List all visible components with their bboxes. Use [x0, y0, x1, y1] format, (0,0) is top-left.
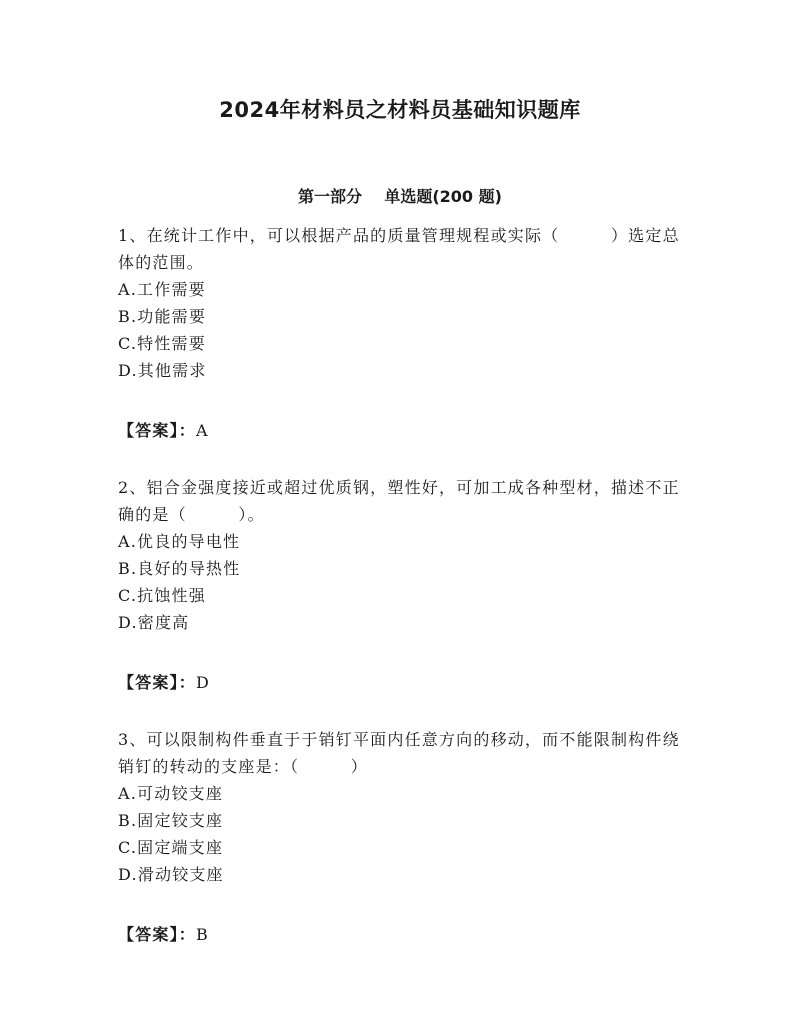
option-d: D.密度高: [118, 613, 190, 632]
answer-line: [118, 669, 688, 696]
answer-label: 【答案】：: [118, 673, 197, 692]
section-title: 第一部分 单选题(200 题): [298, 187, 502, 206]
answer-value: D: [196, 673, 211, 692]
option-b: B.良好的导热性: [118, 559, 241, 578]
question-stem: 2、铝合金强度接近或超过优质钢，塑性好，可加工成各种型材，描述不正确的是（ ）。: [118, 478, 680, 524]
option-b: B.固定铰支座: [118, 811, 224, 830]
question-item: [118, 222, 688, 444]
option-a: A.可动铰支座: [118, 784, 224, 803]
answer-line: [118, 921, 688, 948]
option-d: D.其他需求: [118, 361, 207, 380]
option-c: C.抗蚀性强: [118, 586, 206, 605]
answer-value: A: [196, 421, 209, 440]
option-d: D.滑动铰支座: [118, 865, 224, 884]
question-stem: 1、在统计工作中，可以根据产品的质量管理规程或实际（ ）选定总体的范围。: [118, 226, 680, 272]
answer-label: 【答案】：: [118, 421, 197, 440]
document-title: 2024年材料员之材料员基础知识题库: [219, 98, 581, 122]
option-a: A.优良的导电性: [118, 532, 241, 551]
option-c: C.特性需要: [118, 334, 206, 353]
question-item: [118, 726, 688, 948]
question-stem: 3、可以限制构件垂直于于销钉平面内任意方向的移动，而不能限制构件绕销钉的转动的支座是：（ ）: [118, 730, 680, 776]
answer-line: [118, 417, 688, 444]
answer-value: B: [196, 925, 209, 944]
option-c: C.固定端支座: [118, 838, 224, 857]
question-item: [118, 474, 688, 696]
option-b: B.功能需要: [118, 307, 207, 326]
option-a: A.工作需要: [118, 280, 206, 299]
question-list: [118, 222, 688, 978]
answer-label: 【答案】：: [118, 925, 197, 944]
